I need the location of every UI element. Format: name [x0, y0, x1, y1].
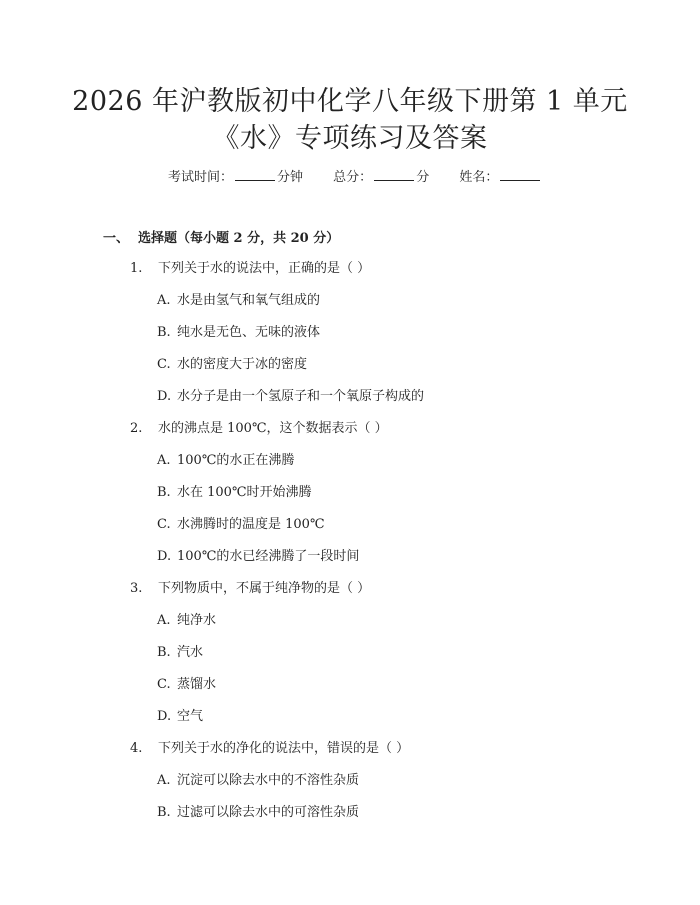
option-letter: D. — [157, 389, 172, 404]
document-title-line-2: 《水》专项练习及答案 — [212, 123, 488, 154]
option-letter: C. — [157, 677, 171, 692]
option-text: 水的密度大于冰的密度 — [177, 357, 308, 372]
option-letter: C. — [157, 517, 171, 532]
answer-option — [157, 516, 325, 534]
option-letter: B. — [157, 645, 171, 660]
question-text: 下列关于水的说法中，正确的是（ ） — [158, 261, 371, 276]
question-number: 4. — [130, 741, 143, 756]
answer-option — [157, 452, 294, 470]
total-score-field — [333, 170, 433, 185]
option-text: 汽水 — [177, 645, 204, 660]
option-letter: A. — [157, 773, 171, 788]
question-item — [130, 740, 409, 758]
answer-option — [157, 292, 320, 310]
answer-option — [157, 612, 216, 630]
student-name-field — [459, 170, 542, 185]
exam-time-label: 考试时间： — [168, 170, 234, 185]
option-letter: D. — [157, 709, 172, 724]
answer-option — [157, 644, 203, 662]
option-letter: A. — [157, 293, 171, 308]
section-number: 一、 — [103, 231, 130, 246]
question-text: 水的沸点是 100℃，这个数据表示（ ） — [158, 421, 388, 436]
answer-option — [157, 676, 216, 694]
option-text: 水沸腾时的温度是 100℃ — [177, 517, 325, 532]
option-text: 100℃的水已经沸腾了一段时间 — [177, 549, 360, 564]
option-text: 纯净水 — [177, 613, 217, 628]
question-text: 下列物质中，不属于纯净物的是（ ） — [158, 581, 371, 596]
option-text: 100℃的水正在沸腾 — [177, 453, 295, 468]
answer-option — [157, 484, 312, 502]
total-score-unit: 分 — [416, 170, 430, 185]
option-letter: B. — [157, 805, 171, 820]
answer-option — [157, 772, 359, 790]
section-title: 选择题（每小题 2 分，共 20 分） — [138, 231, 340, 246]
answer-option — [157, 804, 359, 822]
answer-option — [157, 708, 203, 726]
total-score-blank — [374, 168, 414, 181]
option-text: 水是由氢气和氧气组成的 — [177, 293, 321, 308]
exam-info-row — [168, 168, 568, 187]
total-score-label: 总分： — [333, 170, 373, 185]
option-text: 水在 100℃时开始沸腾 — [177, 485, 312, 500]
section-heading — [103, 230, 339, 248]
option-letter: B. — [157, 485, 171, 500]
answer-option — [157, 388, 424, 406]
answer-option — [157, 356, 307, 374]
student-name-blank — [500, 168, 540, 181]
exam-time-field — [168, 170, 307, 185]
option-text: 蒸馏水 — [177, 677, 217, 692]
option-text: 纯水是无色、无味的液体 — [177, 325, 321, 340]
answer-option — [157, 548, 359, 566]
option-text: 空气 — [177, 709, 204, 724]
option-text: 沉淀可以除去水中的不溶性杂质 — [177, 773, 360, 788]
question-number: 3. — [130, 581, 143, 596]
question-item — [130, 420, 388, 438]
answer-option — [157, 324, 320, 342]
question-item — [130, 260, 370, 278]
option-text: 过滤可以除去水中的可溶性杂质 — [177, 805, 360, 820]
option-letter: A. — [157, 453, 171, 468]
exam-time-blank — [235, 168, 275, 181]
question-item — [130, 580, 370, 598]
student-name-label: 姓名： — [459, 170, 499, 185]
option-letter: D. — [157, 549, 172, 564]
exam-time-unit: 分钟 — [277, 170, 304, 185]
option-letter: C. — [157, 357, 171, 372]
question-number: 1. — [130, 261, 143, 276]
option-letter: B. — [157, 325, 171, 340]
document-title-line-1: 2026 年沪教版初中化学八年级下册第 1 单元 — [72, 86, 628, 117]
option-letter: A. — [157, 613, 171, 628]
question-number: 2. — [130, 421, 143, 436]
question-text: 下列关于水的净化的说法中，错误的是（ ） — [158, 741, 410, 756]
option-text: 水分子是由一个氢原子和一个氧原子构成的 — [177, 389, 425, 404]
